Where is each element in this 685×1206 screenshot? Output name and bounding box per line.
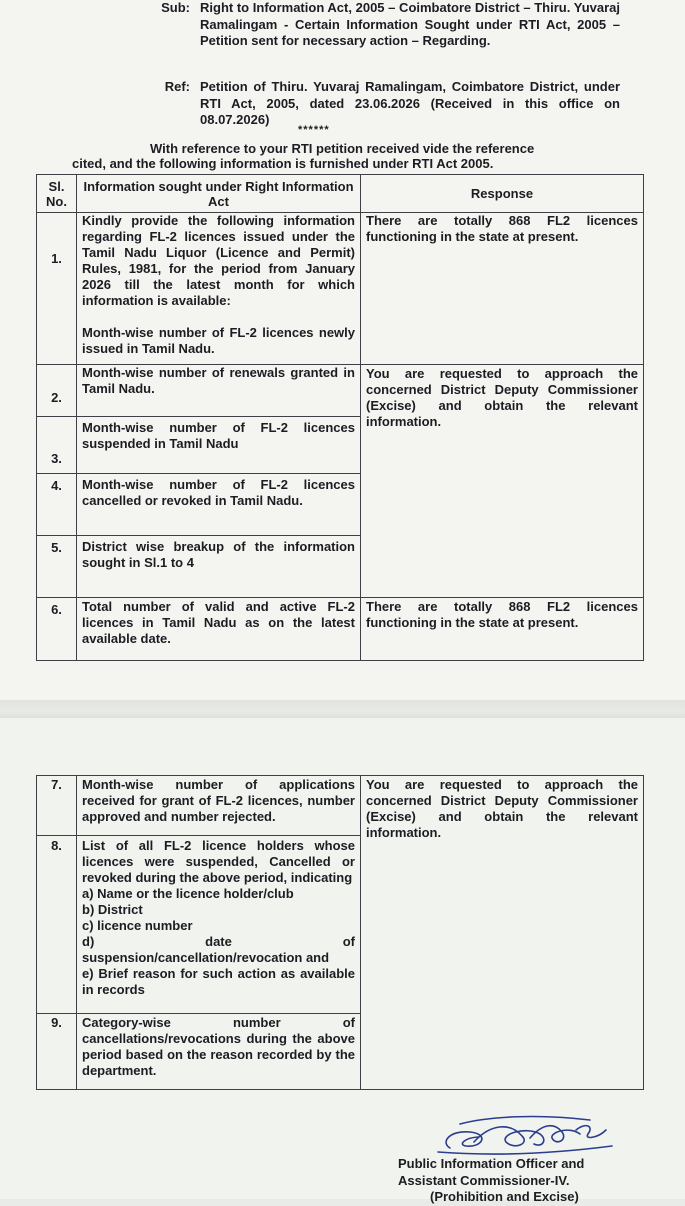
row-response-merged: You are requested to approach the concerned District Deputy Commissioner (Excise) and obtain the relevant information. — [361, 776, 644, 1090]
row-info: Total number of valid and active FL-2 licences in Tamil Nadu as on the latest available date. — [77, 598, 361, 661]
row-item-b: b) District — [82, 902, 143, 917]
subject-block — [161, 0, 620, 50]
intro-line-1: With reference to your RTI petition received vide the reference — [150, 141, 535, 156]
row-response-merged: You are requested to approach the concerned District Deputy Commissioner (Excise) and obtain the relevant information. — [361, 365, 644, 598]
handwritten-signature — [430, 1112, 620, 1158]
row-info-part-a: Kindly provide the following information regarding FL-2 licences issued under the Tamil Nadu Liquor (Licence and Permit) Rules, 1981, for the period from January 2026 till the latest month for which information is available: — [82, 213, 355, 308]
subject-label: Sub: — [161, 0, 190, 15]
reference-text: Petition of Thiru. Yuvaraj Ramalingam, Coimbatore District, under RTI Act, 2005, dated 23.06.2026 (Received in this office on 08.07.2026) — [200, 79, 620, 127]
subject-text: Right to Information Act, 2005 – Coimbatore District – Thiru. Yuvaraj Ramalingam - Certain Information Sought under RTI Act, 2005 – Petition sent for necessary action – Regarding. — [200, 0, 620, 48]
row-sl: 4. — [37, 474, 77, 536]
row-info: Month-wise number of FL-2 licences suspended in Tamil Nadu — [77, 417, 361, 474]
row-info: Month-wise number of renewals granted in Tamil Nadu. — [77, 365, 361, 417]
reference-label: Ref: — [164, 79, 190, 94]
row-item-a: a) Name or the licence holder/club — [82, 886, 294, 901]
rti-table-page-2 — [36, 775, 644, 1090]
row-info — [77, 836, 361, 1014]
signatory-designation-3: (Prohibition and Excise) — [430, 1189, 579, 1204]
row-sl: 9. — [37, 1014, 77, 1090]
row-sl: 1. — [37, 213, 77, 365]
row-sl: 7. — [37, 776, 77, 836]
table-row — [37, 213, 644, 365]
row-sl: 2. — [37, 365, 77, 417]
row-info: Month-wise number of FL-2 licences cancelled or revoked in Tamil Nadu. — [77, 474, 361, 536]
table-row — [37, 365, 644, 417]
intro-line-2: cited, and the following information is furnished under RTI Act 2005. — [72, 156, 494, 171]
signature-block — [398, 1156, 584, 1206]
header-response: Response — [361, 175, 644, 213]
row-item-e: e) Brief reason for such action as available in records — [82, 966, 355, 997]
row-info-part-b: Month-wise number of FL-2 licences newly issued in Tamil Nadu. — [82, 325, 355, 356]
row-response: There are totally 868 FL2 licences functioning in the state at present. — [361, 598, 644, 661]
row-item-d: d) date of suspension/cancellation/revocation and — [82, 934, 355, 965]
header-sl-no: Sl. No. — [37, 175, 77, 213]
row-sl: 8. — [37, 836, 77, 1014]
row-sl: 5. — [37, 536, 77, 598]
row-info — [77, 213, 361, 365]
table-header-row — [37, 175, 644, 213]
row-sl: 6. — [37, 598, 77, 661]
row-info: District wise breakup of the information sought in Sl.1 to 4 — [77, 536, 361, 598]
row-response: There are totally 868 FL2 licences functioning in the state at present. — [361, 213, 644, 365]
reference-block — [164, 79, 620, 129]
page-gap — [0, 700, 685, 718]
header-info: Information sought under Right Information Act — [77, 175, 361, 213]
table-row — [37, 776, 644, 836]
row-info: Month-wise number of applications received for grant of FL-2 licences, number approved and number rejected. — [77, 776, 361, 836]
row-item-c: c) licence number — [82, 918, 193, 933]
separator-stars: ****** — [298, 124, 330, 136]
rti-table-page-1 — [36, 174, 644, 661]
row-sl: 3. — [37, 417, 77, 474]
row-info-intro: List of all FL-2 licence holders whose licences were suspended, Cancelled or revoked during the above period, indicating — [82, 838, 355, 885]
signatory-designation-1: Public Information Officer and — [398, 1156, 585, 1171]
signatory-designation-2: Assistant Commissioner-IV. — [398, 1172, 570, 1188]
table-row — [37, 598, 644, 661]
row-info: Category-wise number of cancellations/revocations during the above period based on the reason recorded by the department. — [77, 1014, 361, 1090]
intro-paragraph — [72, 141, 602, 171]
